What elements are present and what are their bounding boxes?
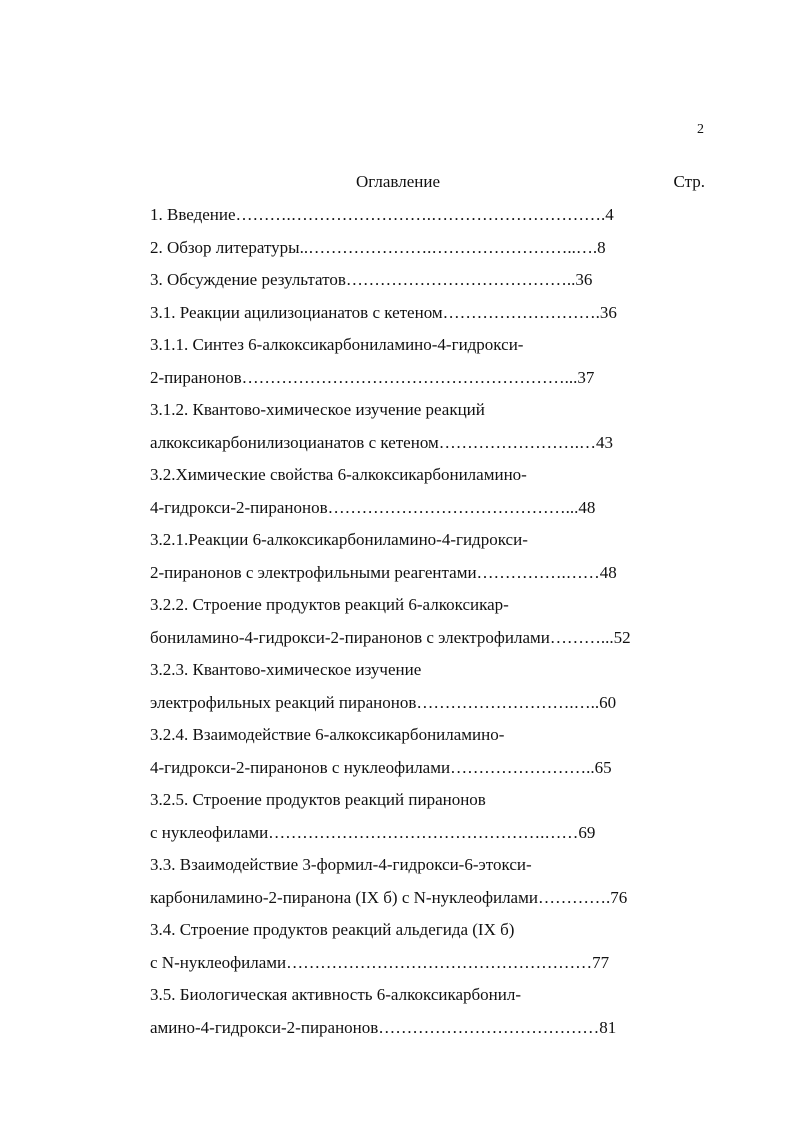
toc-entry-3-2-3-line1: 3.2.3. Квантово-химическое изучение [150, 660, 422, 679]
toc-entry-3-4-line1: 3.4. Строение продуктов реакций альдегида (IX б) [150, 920, 515, 939]
toc-entry-3-2-1-line1: 3.2.1.Реакции 6-алкоксикарбониламино-4-гидрокси- [150, 530, 528, 549]
toc-entry-3-2-2-line2: бониламино-4-гидрокси-2-пиранонов с электрофилами………...52 [150, 628, 631, 647]
toc-entry-3-2-5-line1: 3.2.5. Строение продуктов реакций пиранонов [150, 790, 486, 809]
toc-entry-3-2-line1: 3.2.Химические свойства 6-алкоксикарбониламино- [150, 465, 527, 484]
toc-entry-3-1-1-line1: 3.1.1. Синтез 6-алкоксикарбониламино-4-гидрокси- [150, 335, 524, 354]
toc-page-column-label: Стр. [673, 172, 705, 191]
toc-entry-3-3-line2: карбониламино-2-пиранона (IX б) с N-нуклеофилами………….76 [150, 888, 628, 907]
toc-entry-3-2-4-line2: 4-гидрокси-2-пиранонов с нуклеофилами……………………..65 [150, 758, 612, 777]
toc-title: Оглавление [356, 172, 440, 191]
toc-entry-3-2-3-line2: электрофильных реакций пиранонов……………………….…..60 [150, 693, 617, 712]
toc-entry-3-2-1-line2: 2-пиранонов с электрофильными реагентами…………….……48 [150, 563, 617, 582]
toc-entry-3-5-line1: 3.5. Биологическая активность 6-алкоксикарбонил- [150, 985, 522, 1004]
toc-entry-3-1: 3.1. Реакции ацилизоцианатов с кетеном……………………….36 [150, 303, 617, 322]
toc-entry-introduction: 1. Введение……….…………………….………………………….4 [150, 205, 614, 224]
toc-header [150, 172, 705, 196]
toc-entry-results-discussion: 3. Обсуждение результатов…………………………………..36 [150, 270, 593, 289]
toc-entry-3-2-5-line2: с нуклеофилами………………………………………….……69 [150, 823, 596, 842]
toc-entry-3-1-2-line1: 3.1.2. Квантово-химическое изучение реакций [150, 400, 485, 419]
toc-entry-3-2-4-line1: 3.2.4. Взаимодействие 6-алкоксикарбониламино- [150, 725, 505, 744]
toc-entry-3-5-line2: амино-4-гидрокси-2-пиранонов…………………………………81 [150, 1018, 617, 1037]
toc-entry-3-3-line1: 3.3. Взаимодействие 3-формил-4-гидрокси-6-этокси- [150, 855, 532, 874]
toc-entry-3-2-line2: 4-гидрокси-2-пиранонов……………………………………...48 [150, 498, 596, 517]
toc-entry-3-1-2-line2: алкоксикарбонилизоцианатов с кетеном…………………….…43 [150, 433, 614, 452]
toc-entry-3-1-1-line2: 2-пиранонов…………………………………………………...37 [150, 368, 595, 387]
page-number: 2 [697, 122, 704, 137]
toc-entry-3-2-2-line1: 3.2.2. Строение продуктов реакций 6-алкоксикар- [150, 595, 509, 614]
toc-entry-3-4-line2: с N-нуклеофилами………………………………………………77 [150, 953, 610, 972]
toc-entry-literature-review: 2. Обзор литературы..………………….……………………..….8 [150, 238, 606, 257]
